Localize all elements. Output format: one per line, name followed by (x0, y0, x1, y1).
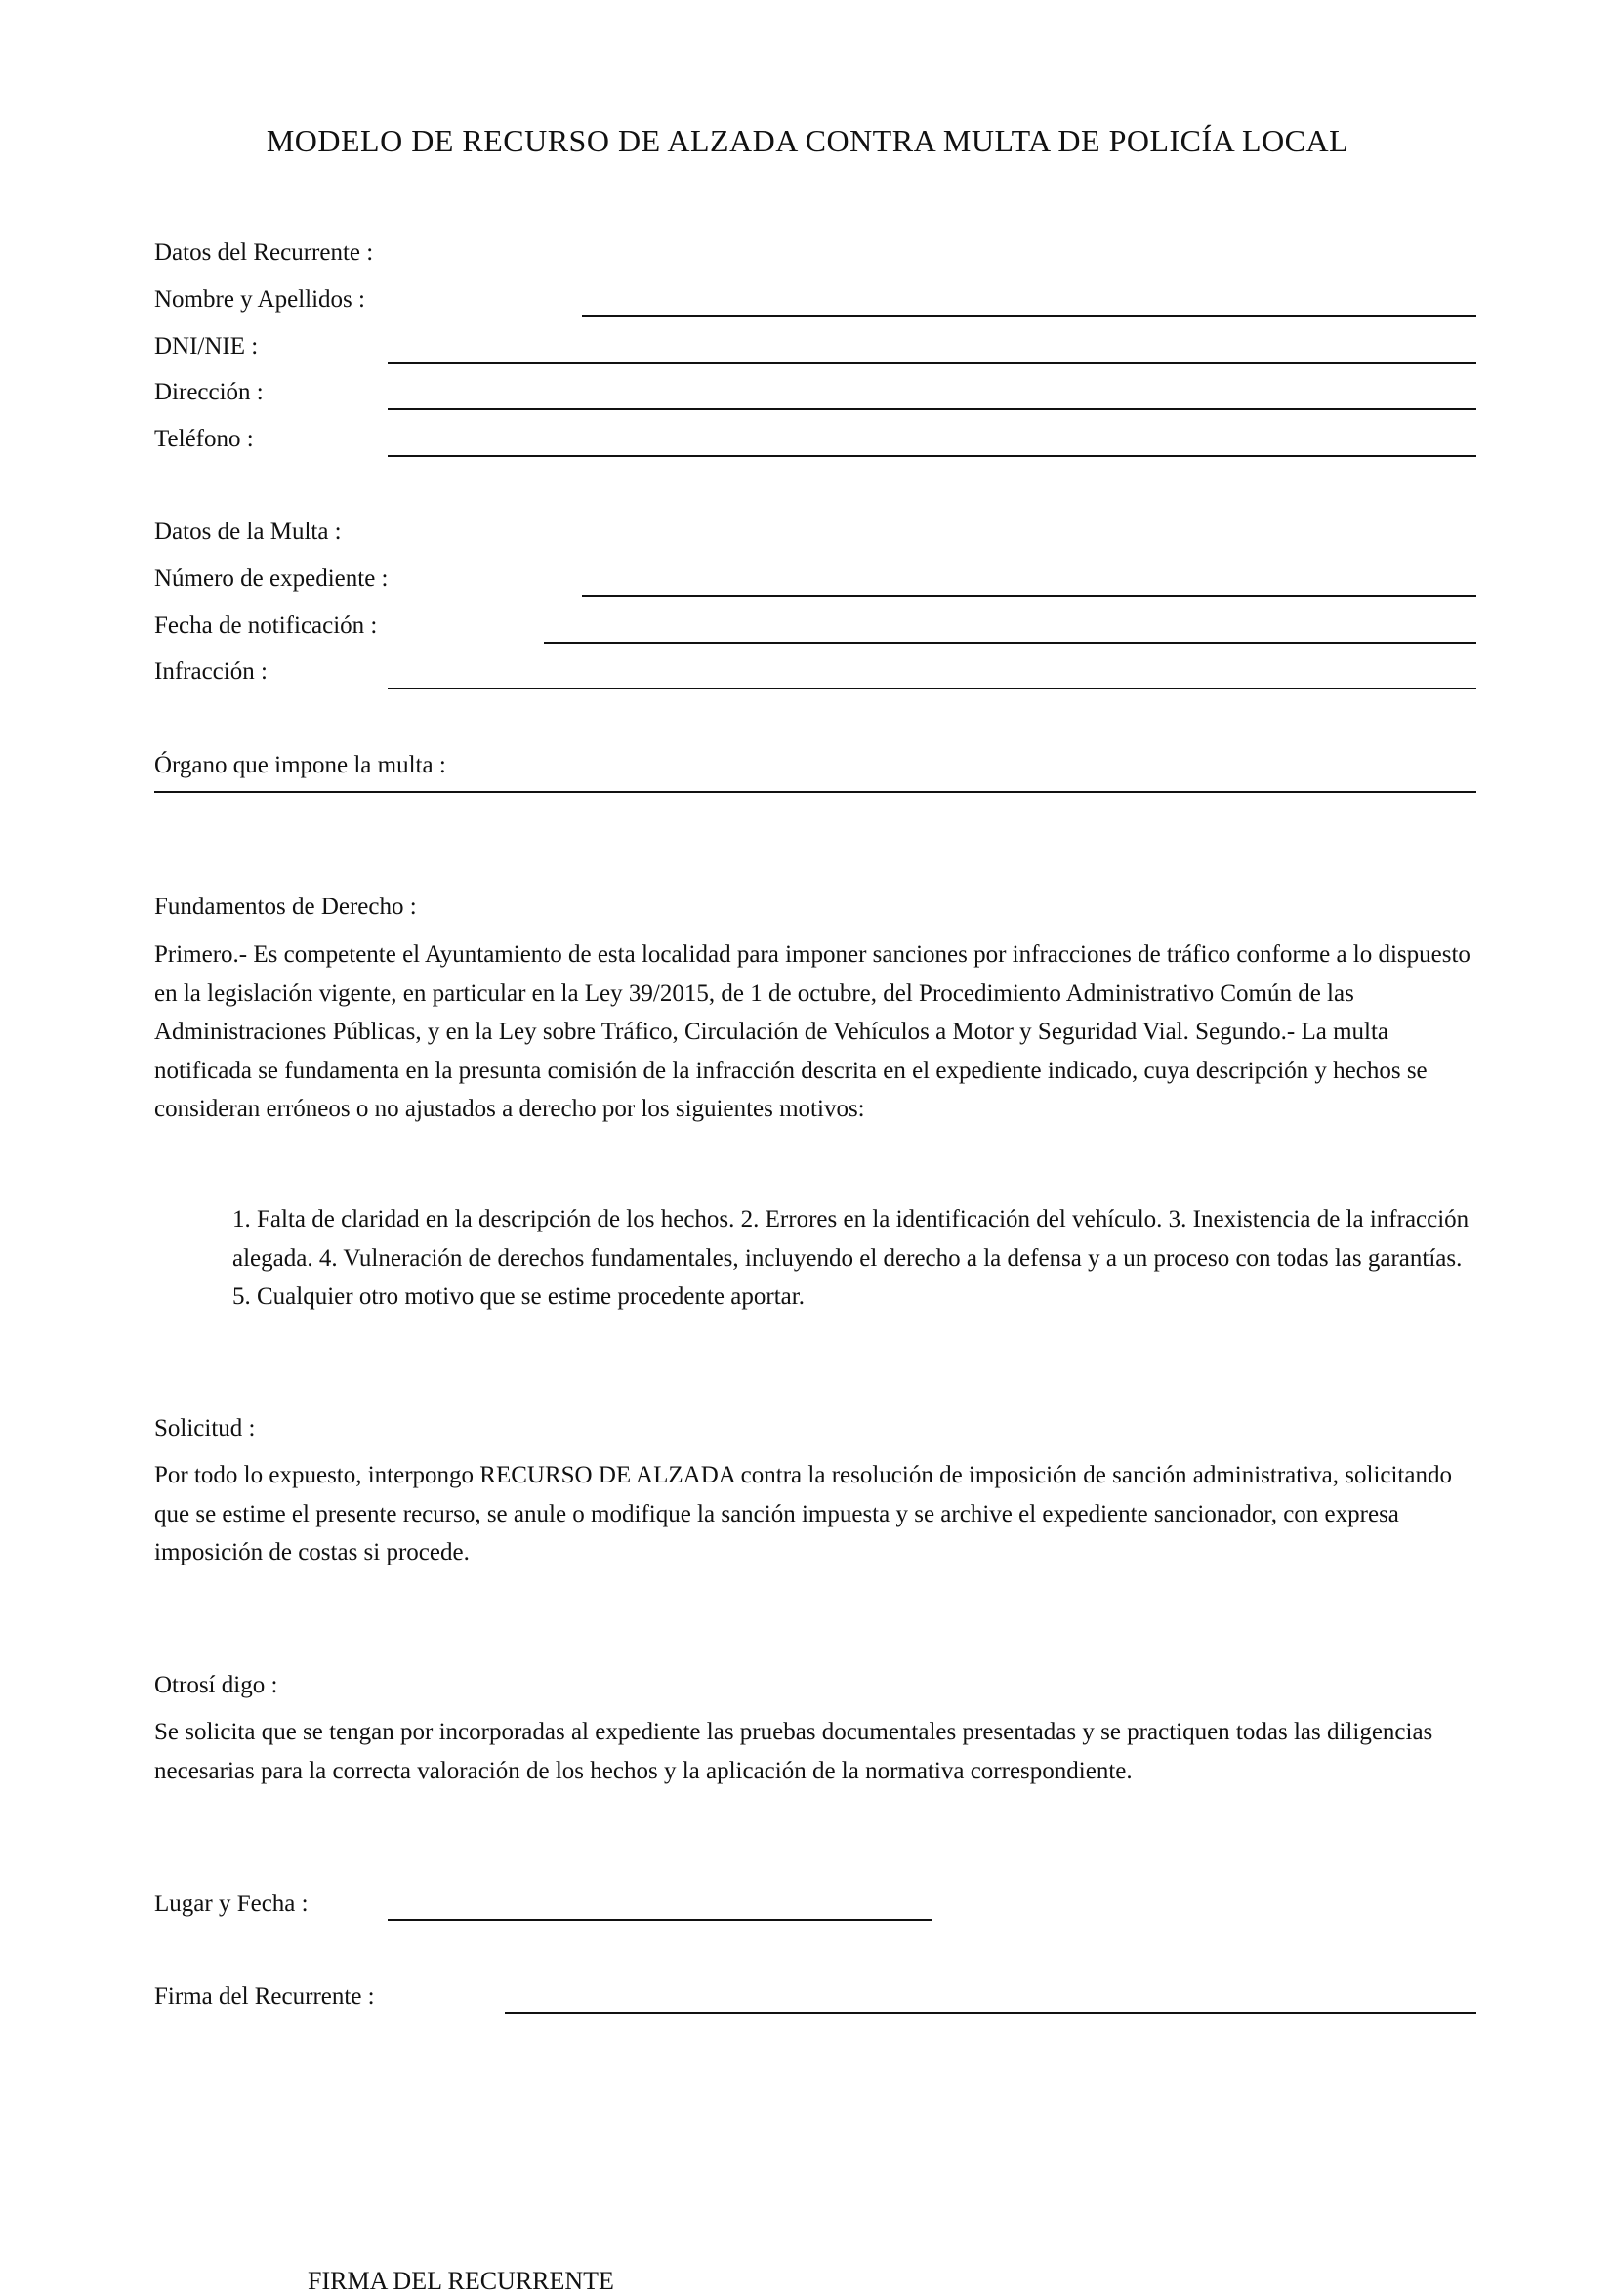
recurrente-heading: Datos del Recurrente : (154, 239, 374, 266)
infraccion-field-line[interactable] (388, 688, 1476, 689)
otrosi-body: Se solicita que se tengan por incorporadas al expediente las pruebas documentales presentadas y se practiquen todas las diligencias necesarias para la correcta valoración de los hechos y la aplicación de la normativa correspondiente. (154, 1719, 1433, 1784)
firma-footer: FIRMA DEL RECURRENTE (308, 2267, 614, 2295)
infraccion-label: Infracción : (154, 658, 268, 685)
organo-field-line[interactable] (154, 791, 1476, 793)
firma-label: Firma del Recurrente : (154, 1983, 375, 2010)
fecha-notificacion-field-line[interactable] (544, 642, 1476, 644)
direccion-field-line[interactable] (388, 408, 1476, 410)
dni-label: DNI/NIE : (154, 333, 259, 359)
dni-field-line[interactable] (388, 362, 1476, 364)
telefono-label: Teléfono : (154, 426, 254, 452)
expediente-label: Número de expediente : (154, 565, 389, 592)
fundamentos-heading: Fundamentos de Derecho : (154, 894, 417, 920)
expediente-field-line[interactable] (582, 595, 1476, 597)
telefono-field-line[interactable] (388, 455, 1476, 457)
fundamentos-body: Primero.- Es competente el Ayuntamiento de esta localidad para imponer sanciones por infracciones de tráfico conforme a lo dispuesto en la legislación vigente, en particular en la Ley 39/2015, de 1 de octubre, del Procedimiento Administrativo Común de las Administraciones Públicas, y en la Ley sobre Tráfico, Circulación de Vehículos a Motor y Seguridad Vial. Segundo.- La multa notificada se fundamenta en la presunta comisión de la infracción descrita en el expediente indicado, cuya descripción y hechos se consideran erróneos o no ajustados a derecho por los siguientes motivos: (154, 941, 1470, 1122)
lugar-fecha-label: Lugar y Fecha : (154, 1891, 309, 1917)
organo-label: Órgano que impone la multa : (154, 752, 446, 778)
nombre-field-line[interactable] (582, 315, 1476, 317)
fecha-notificacion-label: Fecha de notificación : (154, 612, 378, 639)
direccion-label: Dirección : (154, 379, 264, 405)
document-title: MODELO DE RECURSO DE ALZADA CONTRA MULTA DE POLICÍA LOCAL (266, 123, 1349, 158)
solicitud-heading: Solicitud : (154, 1415, 256, 1441)
lugar-fecha-field-line[interactable] (388, 1919, 932, 1921)
nombre-label: Nombre y Apellidos : (154, 286, 365, 313)
fundamentos-motivos: 1. Falta de claridad en la descripción de los hechos. 2. Errores en la identificación del vehículo. 3. Inexistencia de la infracción alegada. 4. Vulneración de derechos fundamentales, incluyendo el derecho a la defensa y a un proceso con todas las garantías. 5. Cualquier otro motivo que se estime procedente aportar. (232, 1206, 1470, 1310)
otrosi-heading: Otrosí digo : (154, 1672, 278, 1698)
multa-heading: Datos de la Multa : (154, 519, 342, 545)
firma-field-line[interactable] (505, 2012, 1476, 2014)
solicitud-body: Por todo lo expuesto, interpongo RECURSO DE ALZADA contra la resolución de imposición de sanción administrativa, solicitando que se estime el presente recurso, se anule o modifique la sanción impuesta y se archive el expediente sancionador, con expresa imposición de costas si procede. (154, 1462, 1452, 1565)
